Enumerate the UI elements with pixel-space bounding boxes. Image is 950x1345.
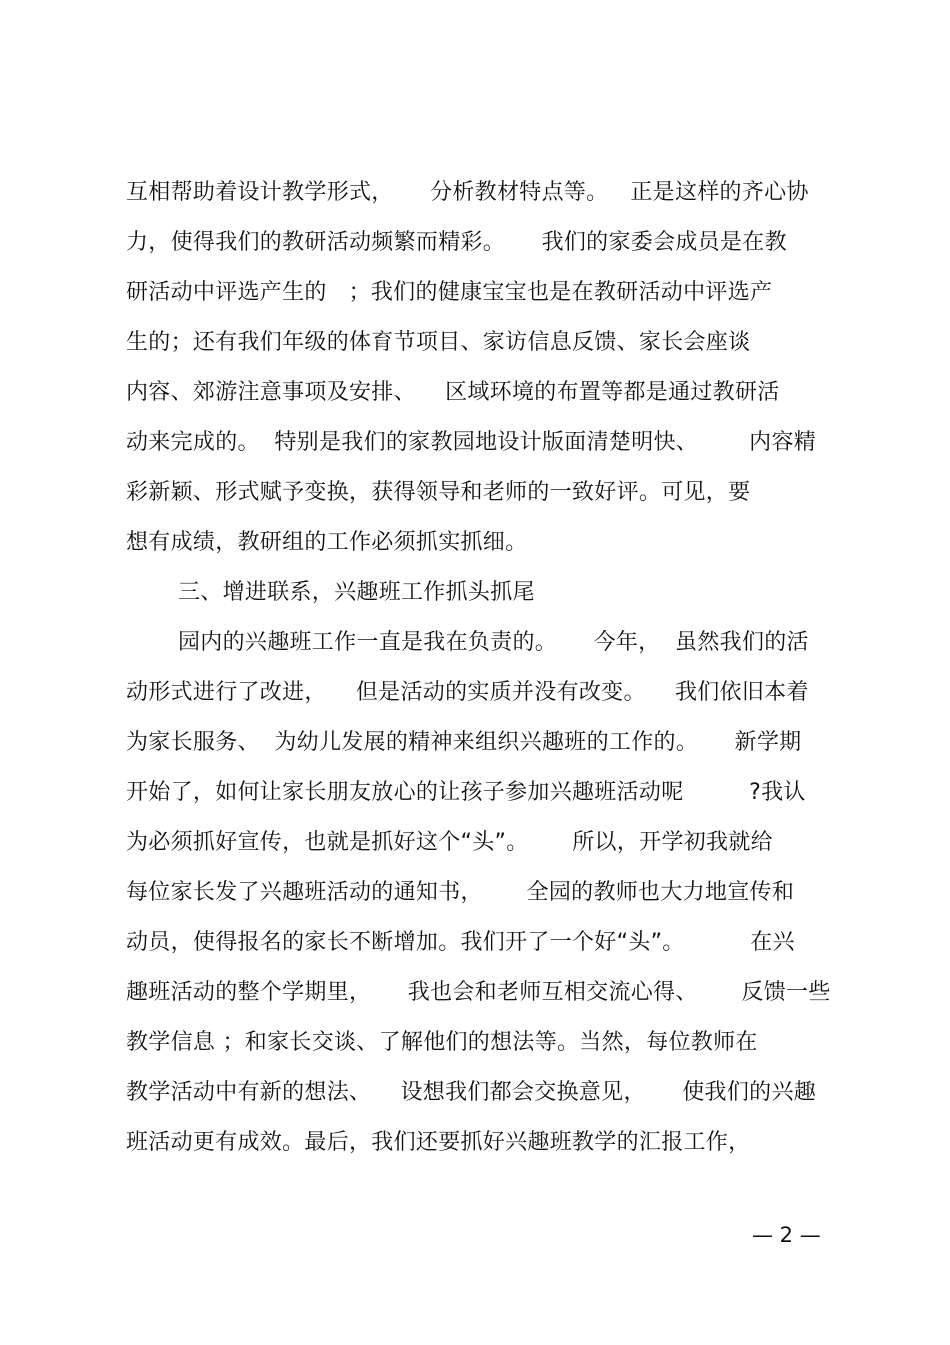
text-line: 生的；还有我们年级的体育节项目、家访信息反馈、家长会座谈 [126, 330, 751, 355]
text-line: 动员，使得报名的家长不断增加。我们开了一个好“头”。 在兴 [126, 930, 795, 955]
text-line: 为必须抓好宣传，也就是抓好这个“头”。 所以，开学初我就给 [126, 830, 773, 855]
text-line: 力，使得我们的教研活动频繁而精彩。 我们的家委会成员是在教 [126, 230, 787, 255]
page-number: — 2 — [752, 1223, 821, 1247]
text-line: 动形式进行了改进， 但是活动的实质并没有改变。 我们依旧本着 [126, 680, 809, 705]
text-line: 开始了，如何让家长朋友放心的让孩子参加兴趣班活动呢 ?我认 [126, 780, 806, 805]
text-line: 为家长服务、 为幼儿发展的精神来组织兴趣班的工作的。 新学期 [126, 730, 802, 755]
text-line: 趣班活动的整个学期里， 我也会和老师互相交流心得、 反馈一些 [126, 980, 831, 1005]
text-line: 班活动更有成效。最后，我们还要抓好兴趣班教学的汇报工作， [126, 1130, 751, 1155]
text-line: 教学信息 ；和家长交谈、了解他们的想法等。当然，每位教师在 [126, 1030, 758, 1055]
text-line: 想有成绩，教研组的工作必须抓实抓细。 [126, 530, 528, 555]
text-line: 内容、郊游注意事项及安排、 区域环境的布置等都是通过教研活 [126, 380, 780, 405]
text-line: 互相帮助着设计教学形式， 分析教材特点等。 正是这样的齐心协 [126, 180, 809, 205]
paragraph-first-line: 园内的兴趣班工作一直是我在负责的。 今年， 虽然我们的活 [178, 630, 809, 655]
text-line: 每位家长发了兴趣班活动的通知书， 全园的教师也大力地宣传和 [126, 880, 795, 905]
text-line: 彩新颖、形式赋予变换，获得领导和老师的一致好评。可见，要 [126, 480, 751, 505]
text-line: 动来完成的。 特别是我们的家教园地设计版面清楚明快、 内容精 [126, 430, 817, 455]
text-line: 研活动中评选产生的 ；我们的健康宝宝也是在教研活动中评选产 [126, 280, 773, 305]
section-heading: 三、增进联系，兴趣班工作抓头抓尾 [178, 580, 535, 605]
text-line: 教学活动中有新的想法、 设想我们都会交换意见， 使我们的兴趣 [126, 1080, 817, 1105]
